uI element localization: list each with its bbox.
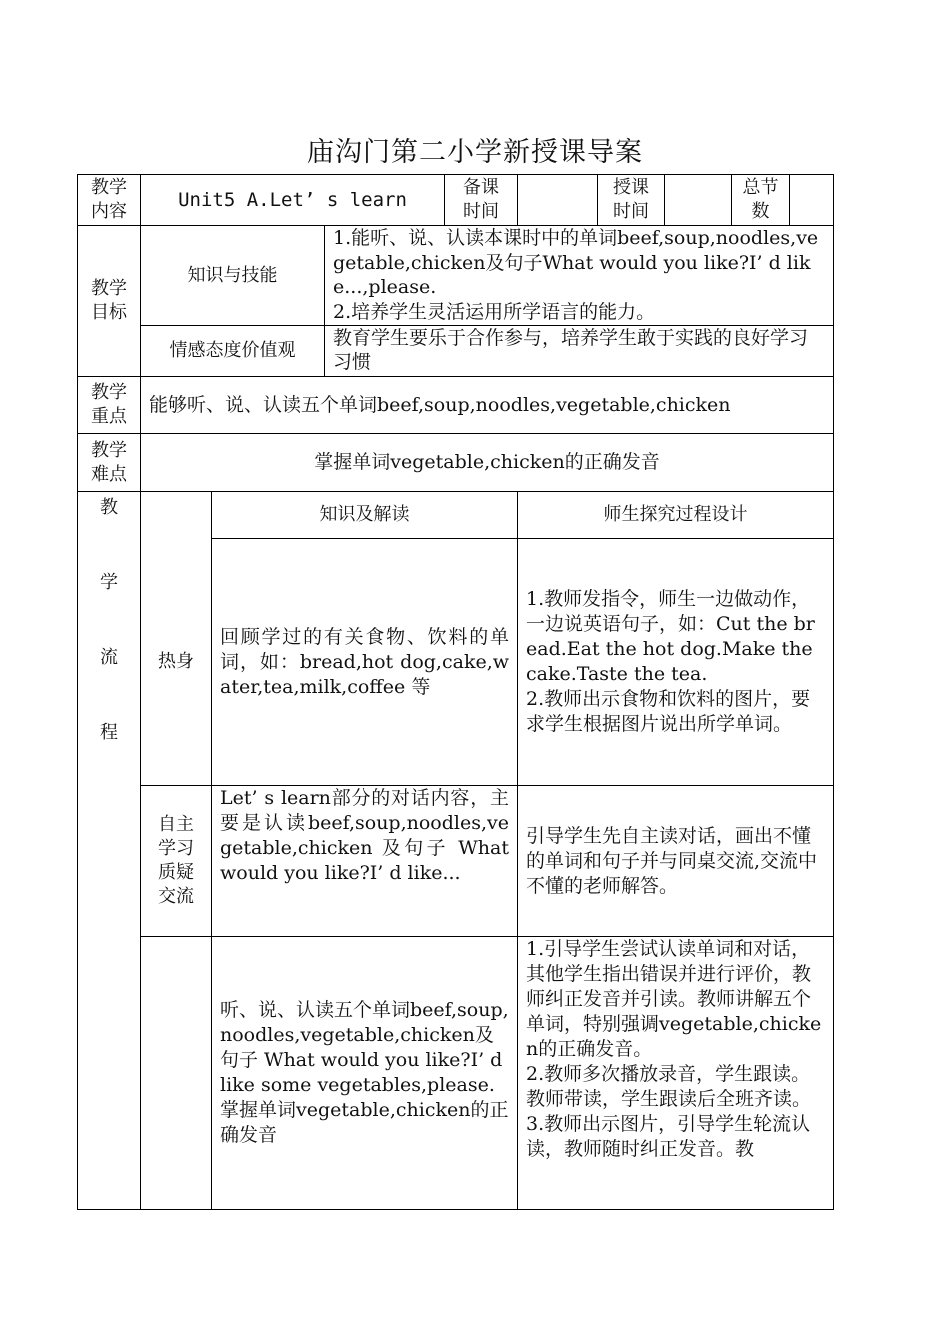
teach-time-value bbox=[664, 174, 732, 226]
stage-warmup: 热身 bbox=[140, 538, 212, 786]
key-points-label: 教学重点 bbox=[77, 376, 141, 434]
self-study-knowledge: Let’ s learn部分的对话内容，主要是认读beef,soup,noodles,vegetable,chicken 及句子 What would you like?I’ d like... bbox=[211, 785, 518, 937]
col-design-header: 师生探究过程设计 bbox=[517, 491, 834, 539]
teach-time-label: 授课时间 bbox=[597, 174, 665, 226]
difficulty-label: 教学难点 bbox=[77, 433, 141, 492]
total-value bbox=[789, 174, 834, 226]
objectives-label: 教学目标 bbox=[77, 225, 141, 377]
stage-practice bbox=[140, 936, 212, 1210]
self-study-design: 引导学生先自主读对话，画出不懂的单词和句子并与同桌交流,交流中不懂的老师解答。 bbox=[517, 785, 834, 937]
content-value: Unit5 A.Let’ s learn bbox=[140, 174, 445, 226]
warmup-design: 1.教师发指令，师生一边做动作，一边说英语句子，如：Cut the bread.Eat the hot dog.Make the cake.Taste the tea. 2.教师出示食物和饮料的图片，要求学生根据图片说出所学单词。 bbox=[517, 538, 834, 786]
emotion-label: 情感态度价值观 bbox=[140, 325, 325, 377]
knowledge-label: 知识与技能 bbox=[140, 225, 325, 326]
page-title: 庙沟门第二小学新授课导案 bbox=[307, 137, 643, 168]
total-label: 总节数 bbox=[731, 174, 790, 226]
prep-time-value bbox=[517, 174, 598, 226]
process-header-blank bbox=[140, 491, 212, 539]
key-points-text: 能够听、说、认读五个单词beef,soup,noodles,vegetable,chicken bbox=[140, 376, 834, 434]
prep-time-label: 备课时间 bbox=[444, 174, 518, 226]
col-knowledge-header: 知识及解读 bbox=[211, 491, 518, 539]
knowledge-text: 1.能听、说、认读本课时中的单词beef,soup,noodles,vegetable,chicken及句子What would you like?I’ d like...,please. 2.培养学生灵活运用所学语言的能力。 bbox=[324, 225, 834, 326]
emotion-text: 教育学生要乐于合作参与，培养学生敢于实践的良好学习习惯 bbox=[324, 325, 834, 377]
practice-knowledge: 听、说、认读五个单词beef,soup,noodles,vegetable,chicken及句子 What would you like?I’ d like some vegetables,please.掌握单词vegetable,chicken的正确发音 bbox=[211, 936, 518, 1210]
warmup-knowledge: 回顾学过的有关食物、饮料的单词，如：bread,hot dog,cake,water,tea,milk,coffee 等 bbox=[211, 538, 518, 786]
process-label: 教 学 流 程 bbox=[77, 491, 141, 1210]
stage-self-study: 自主学习质疑交流 bbox=[140, 785, 212, 937]
difficulty-text: 掌握单词vegetable,chicken的正确发音 bbox=[140, 433, 834, 492]
content-label: 教学内容 bbox=[77, 174, 141, 226]
practice-design: 1.引导学生尝试认读单词和对话，其他学生指出错误并进行评价，教师纠正发音并引读。教师讲解五个单词，特别强调vegetable,chicken的正确发音。 2.教师多次播放录音，学生跟读。教师带读，学生跟读后全班齐读。 3.教师出示图片，引导学生轮流认读，教师随时纠正发音。教 bbox=[517, 936, 834, 1210]
